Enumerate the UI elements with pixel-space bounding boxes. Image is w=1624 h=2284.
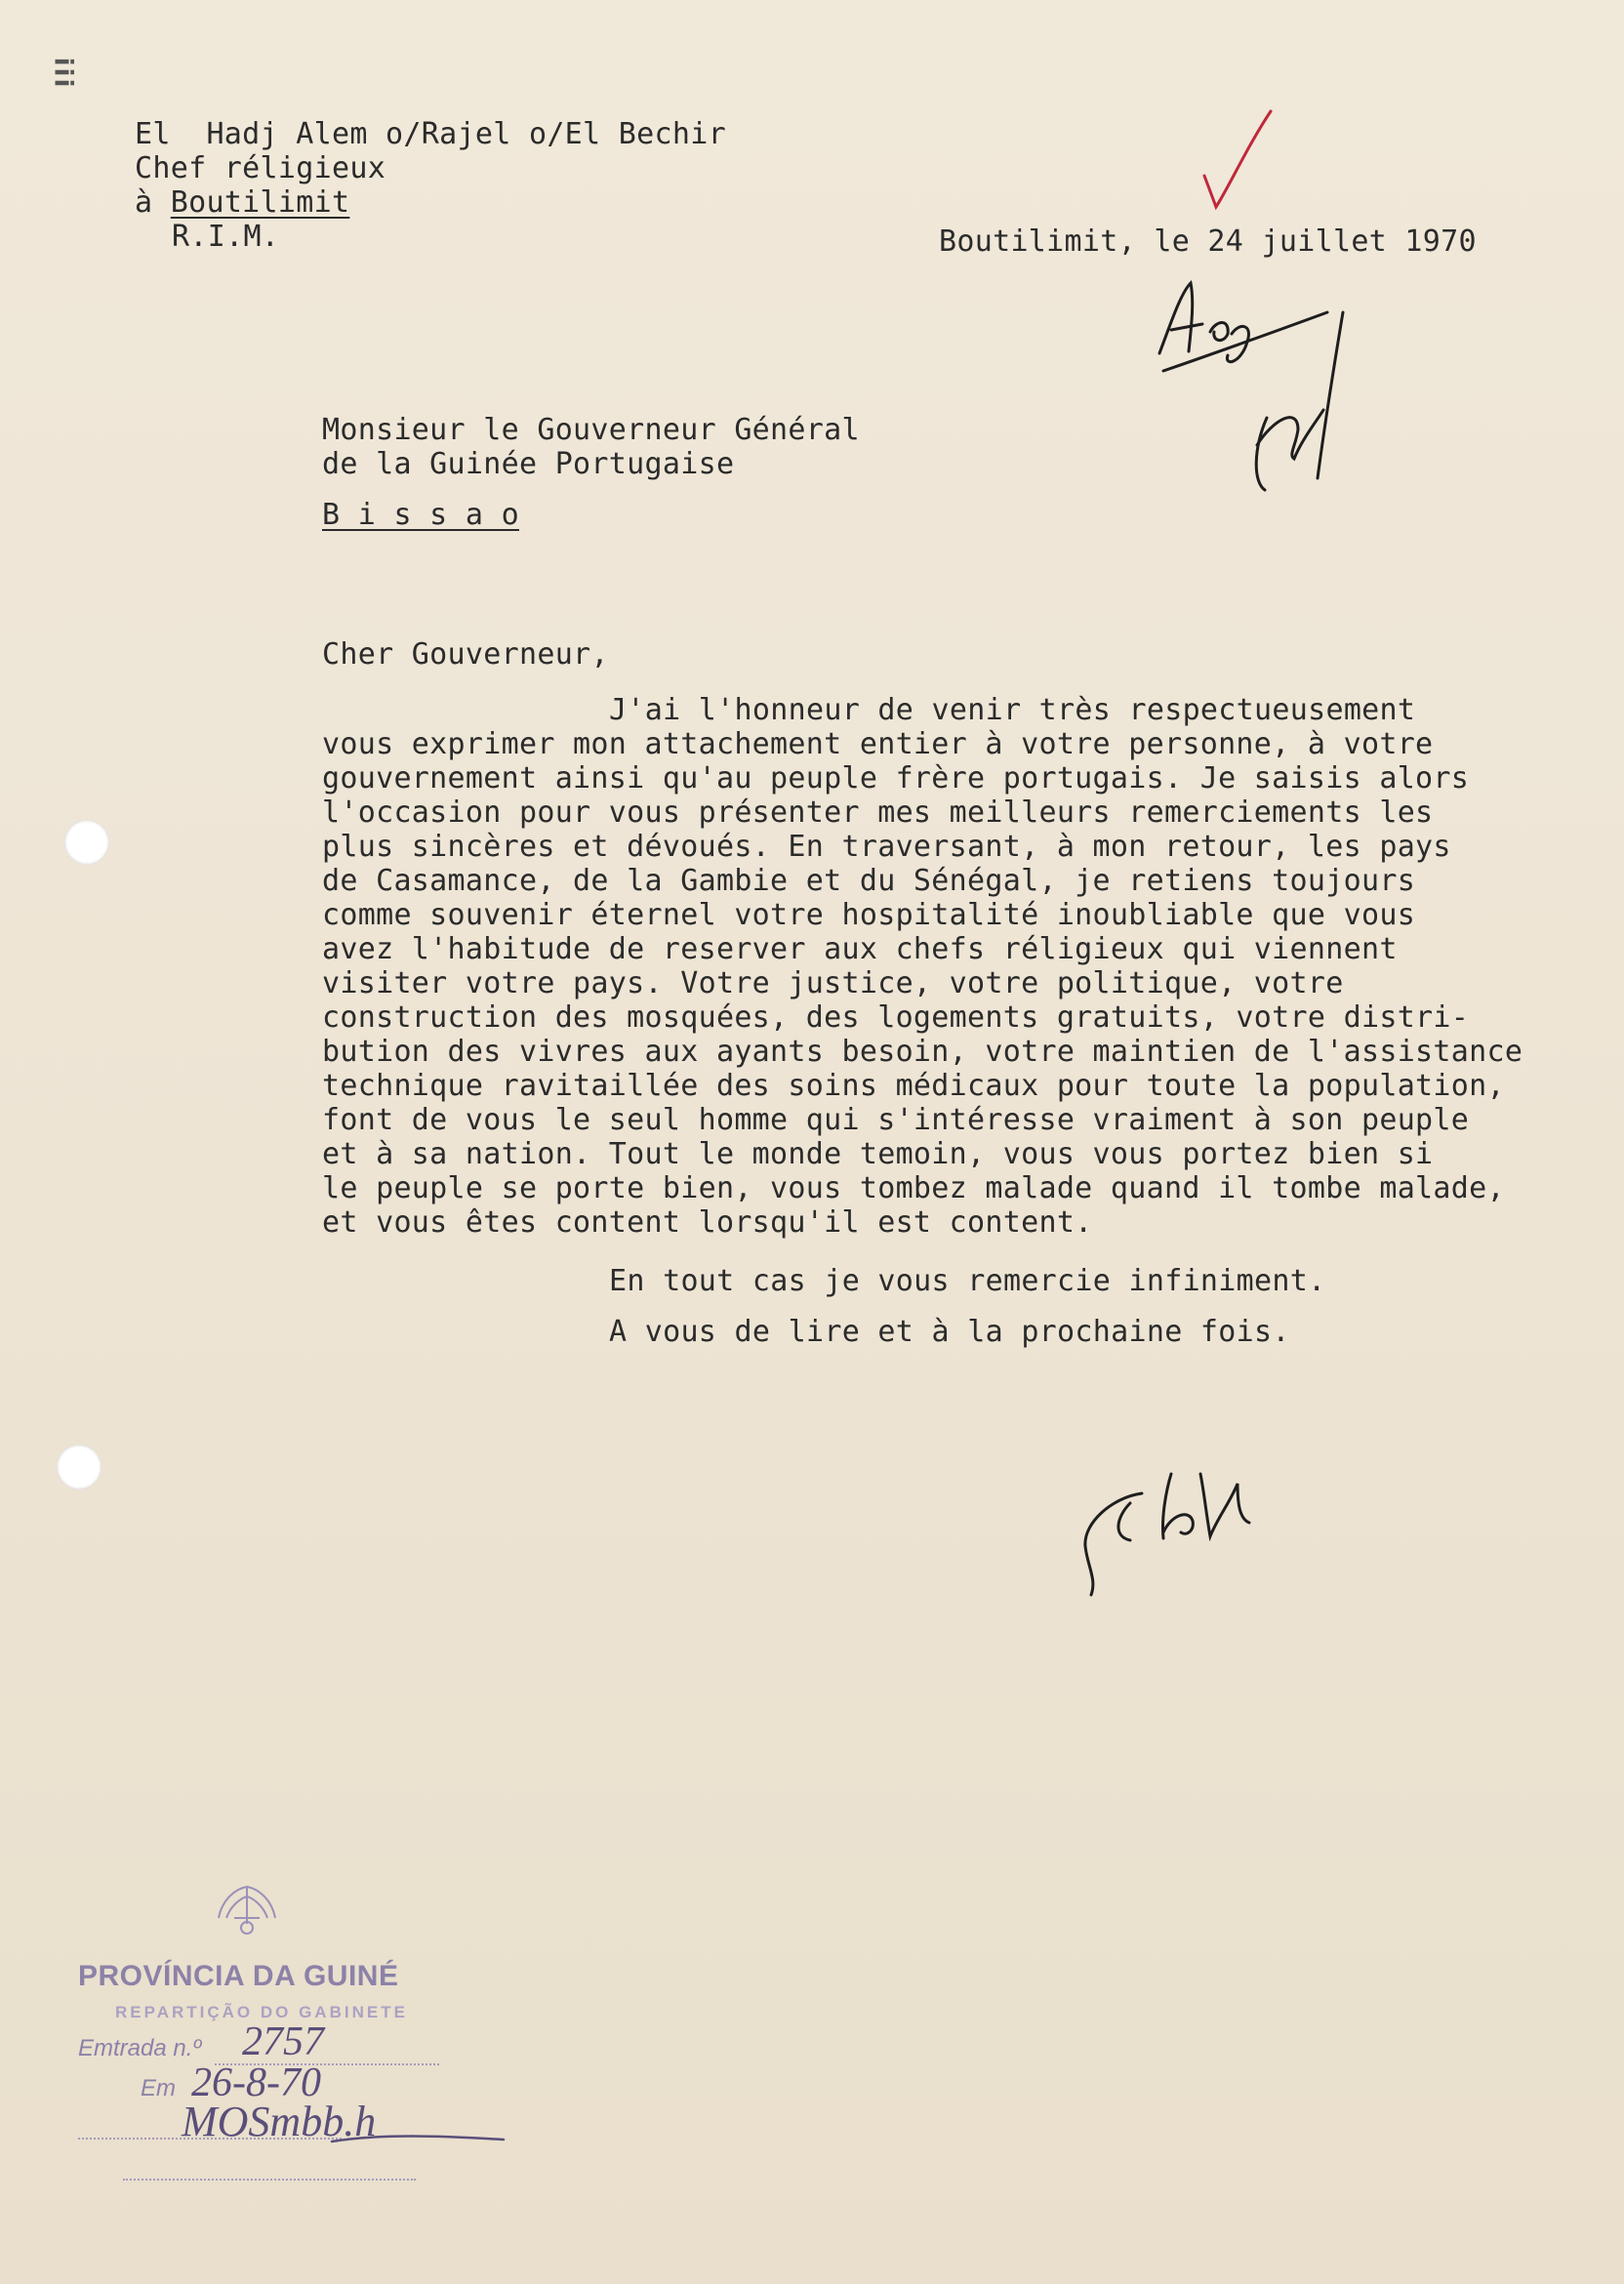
body-line: vous exprimer mon attachement entier à votre personne, à votre (322, 727, 1434, 761)
initials-signature-drawing (1152, 273, 1366, 498)
body-line: construction des mosquées, des logements gratuits, votre distri- (322, 1000, 1470, 1035)
sender-country: R.I.M. (172, 220, 280, 254)
signature (1074, 1464, 1298, 1601)
body-line: gouvernement ainsi qu'au peuple frère portugais. Je saisis alors (322, 761, 1470, 795)
stamp-date-label: Em (141, 2075, 176, 2101)
sender-location: Boutilimit (170, 185, 350, 220)
body-line: font de vous le seul homme qui s'intéresse vraiment à son peuple (322, 1103, 1470, 1137)
body-line: comme souvenir éternel votre hospitalité inoubliable que vous (322, 898, 1416, 932)
stamp-initials-flourish (332, 2132, 508, 2151)
red-check-icon (1200, 107, 1279, 215)
stamp-initials: MOSmbb.h (182, 2098, 377, 2145)
recipient-line2: de la Guinée Portugaise (322, 447, 735, 481)
crest-icon (213, 1879, 281, 1937)
recipient-city: B i s s a o (322, 498, 519, 532)
punch-hole-bottom (57, 1445, 102, 1489)
stamp-entry-number: 2757 (242, 2019, 324, 2064)
body-line: de Casamance, de la Gambie et du Sénégal, je retiens toujours (322, 864, 1416, 898)
sender-name: El Hadj Alem o/Rajel o/El Bechir (135, 117, 726, 151)
body-line: et à sa nation. Tout le monde temoin, vous vous portez bien si (322, 1137, 1434, 1171)
body-line: visiter votre pays. Votre justice, votre politique, votre (322, 966, 1344, 1000)
marginal-initials (1152, 273, 1366, 498)
punch-hole-top (64, 820, 109, 865)
closing-line: A vous de lire et à la prochaine fois. (609, 1315, 1290, 1349)
sender-location-prefix: à (135, 185, 171, 220)
body-line: J'ai l'honneur de venir très respectueusement (609, 693, 1416, 727)
stamp-subtitle: REPARTIÇÃO DO GABINETE (115, 2003, 408, 2021)
stamp-title: PROVÍNCIA DA GUINÉ (78, 1960, 399, 1992)
stamp-entry-label: Emtrada n.º (78, 2035, 202, 2061)
date-line: Boutilimit, le 24 juillet 1970 (939, 224, 1477, 259)
salutation: Cher Gouverneur, (322, 637, 609, 672)
body-line: plus sincères et dévoués. En traversant, à mon retour, les pays (322, 830, 1451, 864)
red-check-mark (1200, 107, 1279, 215)
stamp-date-value: 26-8-70 (191, 2060, 321, 2105)
closing-line: En tout cas je vous remercie infiniment. (609, 1264, 1326, 1298)
sender-location-line (135, 185, 349, 220)
corner-mark: iii (48, 57, 78, 90)
body-line: le peuple se porte bien, vous tombez malade quand il tombe malade, (322, 1171, 1505, 1205)
body-line: avez l'habitude de reserver aux chefs réligieux qui viennent (322, 932, 1398, 966)
body-line: bution des vivres aux ayants besoin, votre maintien de l'assistance (322, 1035, 1523, 1069)
body-line: l'occasion pour vous présenter mes meilleurs remerciements les (322, 795, 1434, 830)
stamp-bottom-line (123, 2179, 416, 2181)
recipient-line1: Monsieur le Gouverneur Général (322, 413, 860, 447)
body-line: et vous êtes content lorsqu'il est content. (322, 1205, 1093, 1240)
body-line: technique ravitaillée des soins médicaux pour toute la population, (322, 1069, 1505, 1103)
sender-title: Chef réligieux (135, 151, 386, 185)
